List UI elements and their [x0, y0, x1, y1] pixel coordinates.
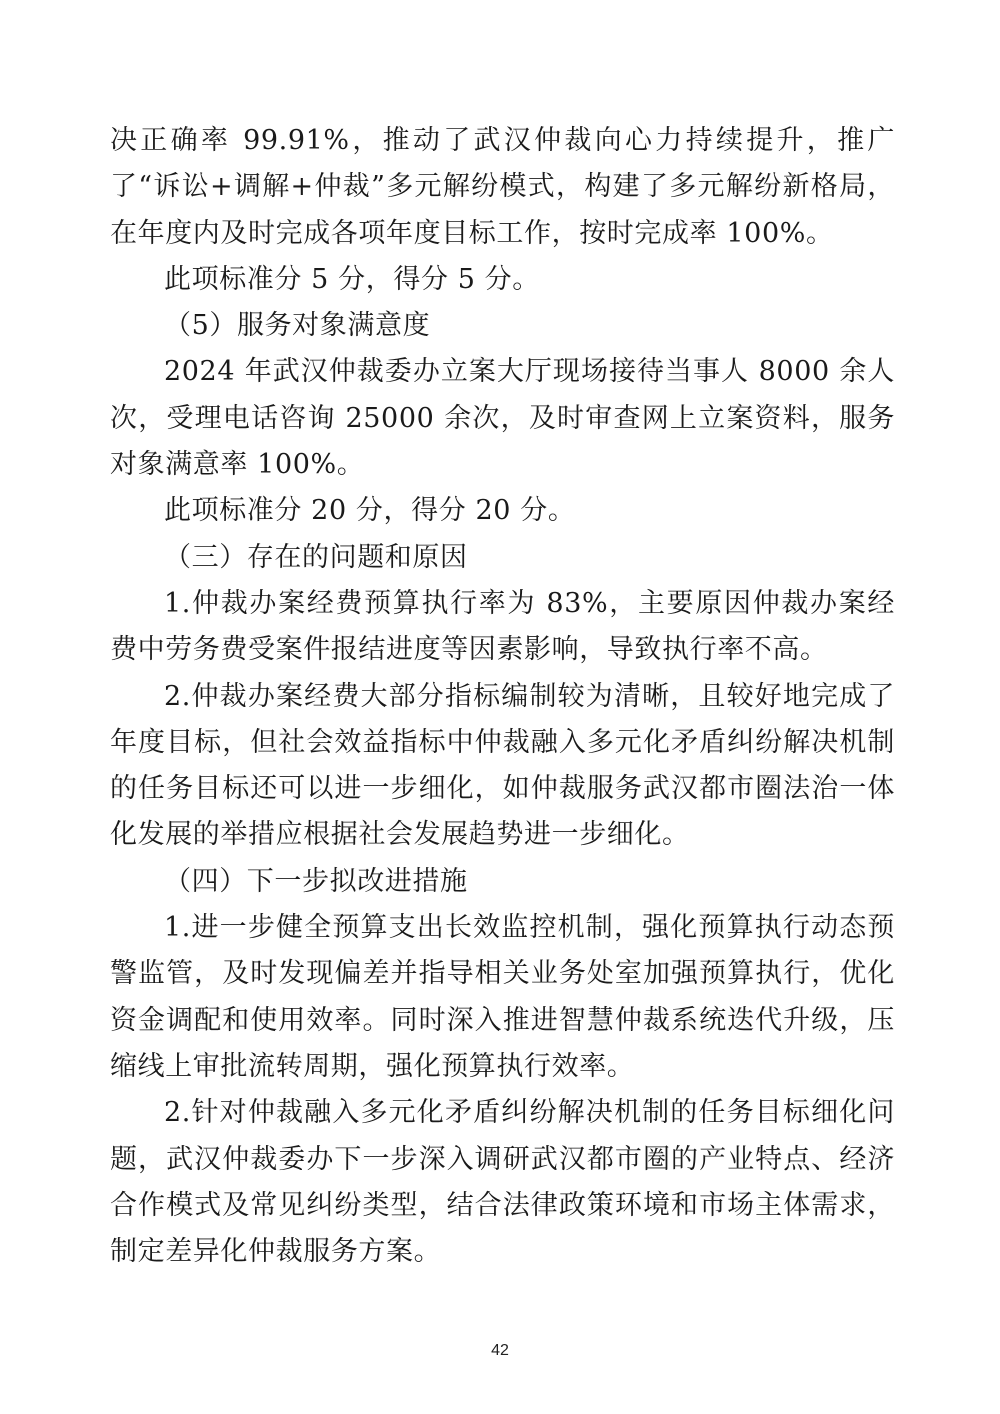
paragraph-problem-2: 2.仲裁办案经费大部分指标编制较为清晰，且较好地完成了年度目标，但社会效益指标中仲裁融入多元化矛盾纠纷解决机制的任务目标还可以进一步细化，如仲裁服务武汉都市圈法治一体化发展的举措应根据社会发展趋势进一步细化。: [110, 680, 895, 851]
paragraph-score-note: 此项标准分 20 分，得分 20 分。: [164, 495, 576, 527]
paragraph-improvement-2: 2.针对仲裁融入多元化矛盾纠纷解决机制的任务目标细化问题，武汉仲裁委办下一步深入调研武汉都市圈的产业特点、经济合作模式及常见纠纷类型，结合法律政策环境和市场主体需求，制定差异化仲裁服务方案。: [110, 1097, 895, 1268]
document-body: [110, 118, 895, 1275]
paragraph-satisfaction: 2024 年武汉仲裁委办立案大厅现场接待当事人 8000 余人次，受理电话咨询 25000 余次，及时审查网上立案资料，服务对象满意率 100%。: [110, 356, 895, 481]
section-heading-problems: （三）存在的问题和原因: [164, 541, 468, 573]
page-number: 42: [491, 1342, 509, 1359]
paragraph-improvement-1: 1.进一步健全预算支出长效监控机制，强化预算执行动态预警监管，及时发现偏差并指导相关业务处室加强预算执行，优化资金调配和使用效率。同时深入推进智慧仲裁系统迭代升级，压缩线上审批流转周期，强化预算执行效率。: [110, 912, 895, 1082]
section-heading-satisfaction: （5）服务对象满意度: [164, 310, 431, 342]
section-heading-improvements: （四）下一步拟改进措施: [164, 865, 468, 897]
paragraph-continued: 决正确率 99.91%，推动了武汉仲裁向心力持续提升，推广了“诉讼+调解+仲裁”多元解纷模式，构建了多元解纷新格局，在年度内及时完成各项年度目标工作，按时完成率 100%。: [110, 125, 895, 249]
paragraph-score-note: 此项标准分 5 分，得分 5 分。: [164, 263, 540, 295]
paragraph-problem-1: 1.仲裁办案经费预算执行率为 83%，主要原因仲裁办案经费中劳务费受案件报结进度等因素影响，导致执行率不高。: [110, 587, 895, 666]
